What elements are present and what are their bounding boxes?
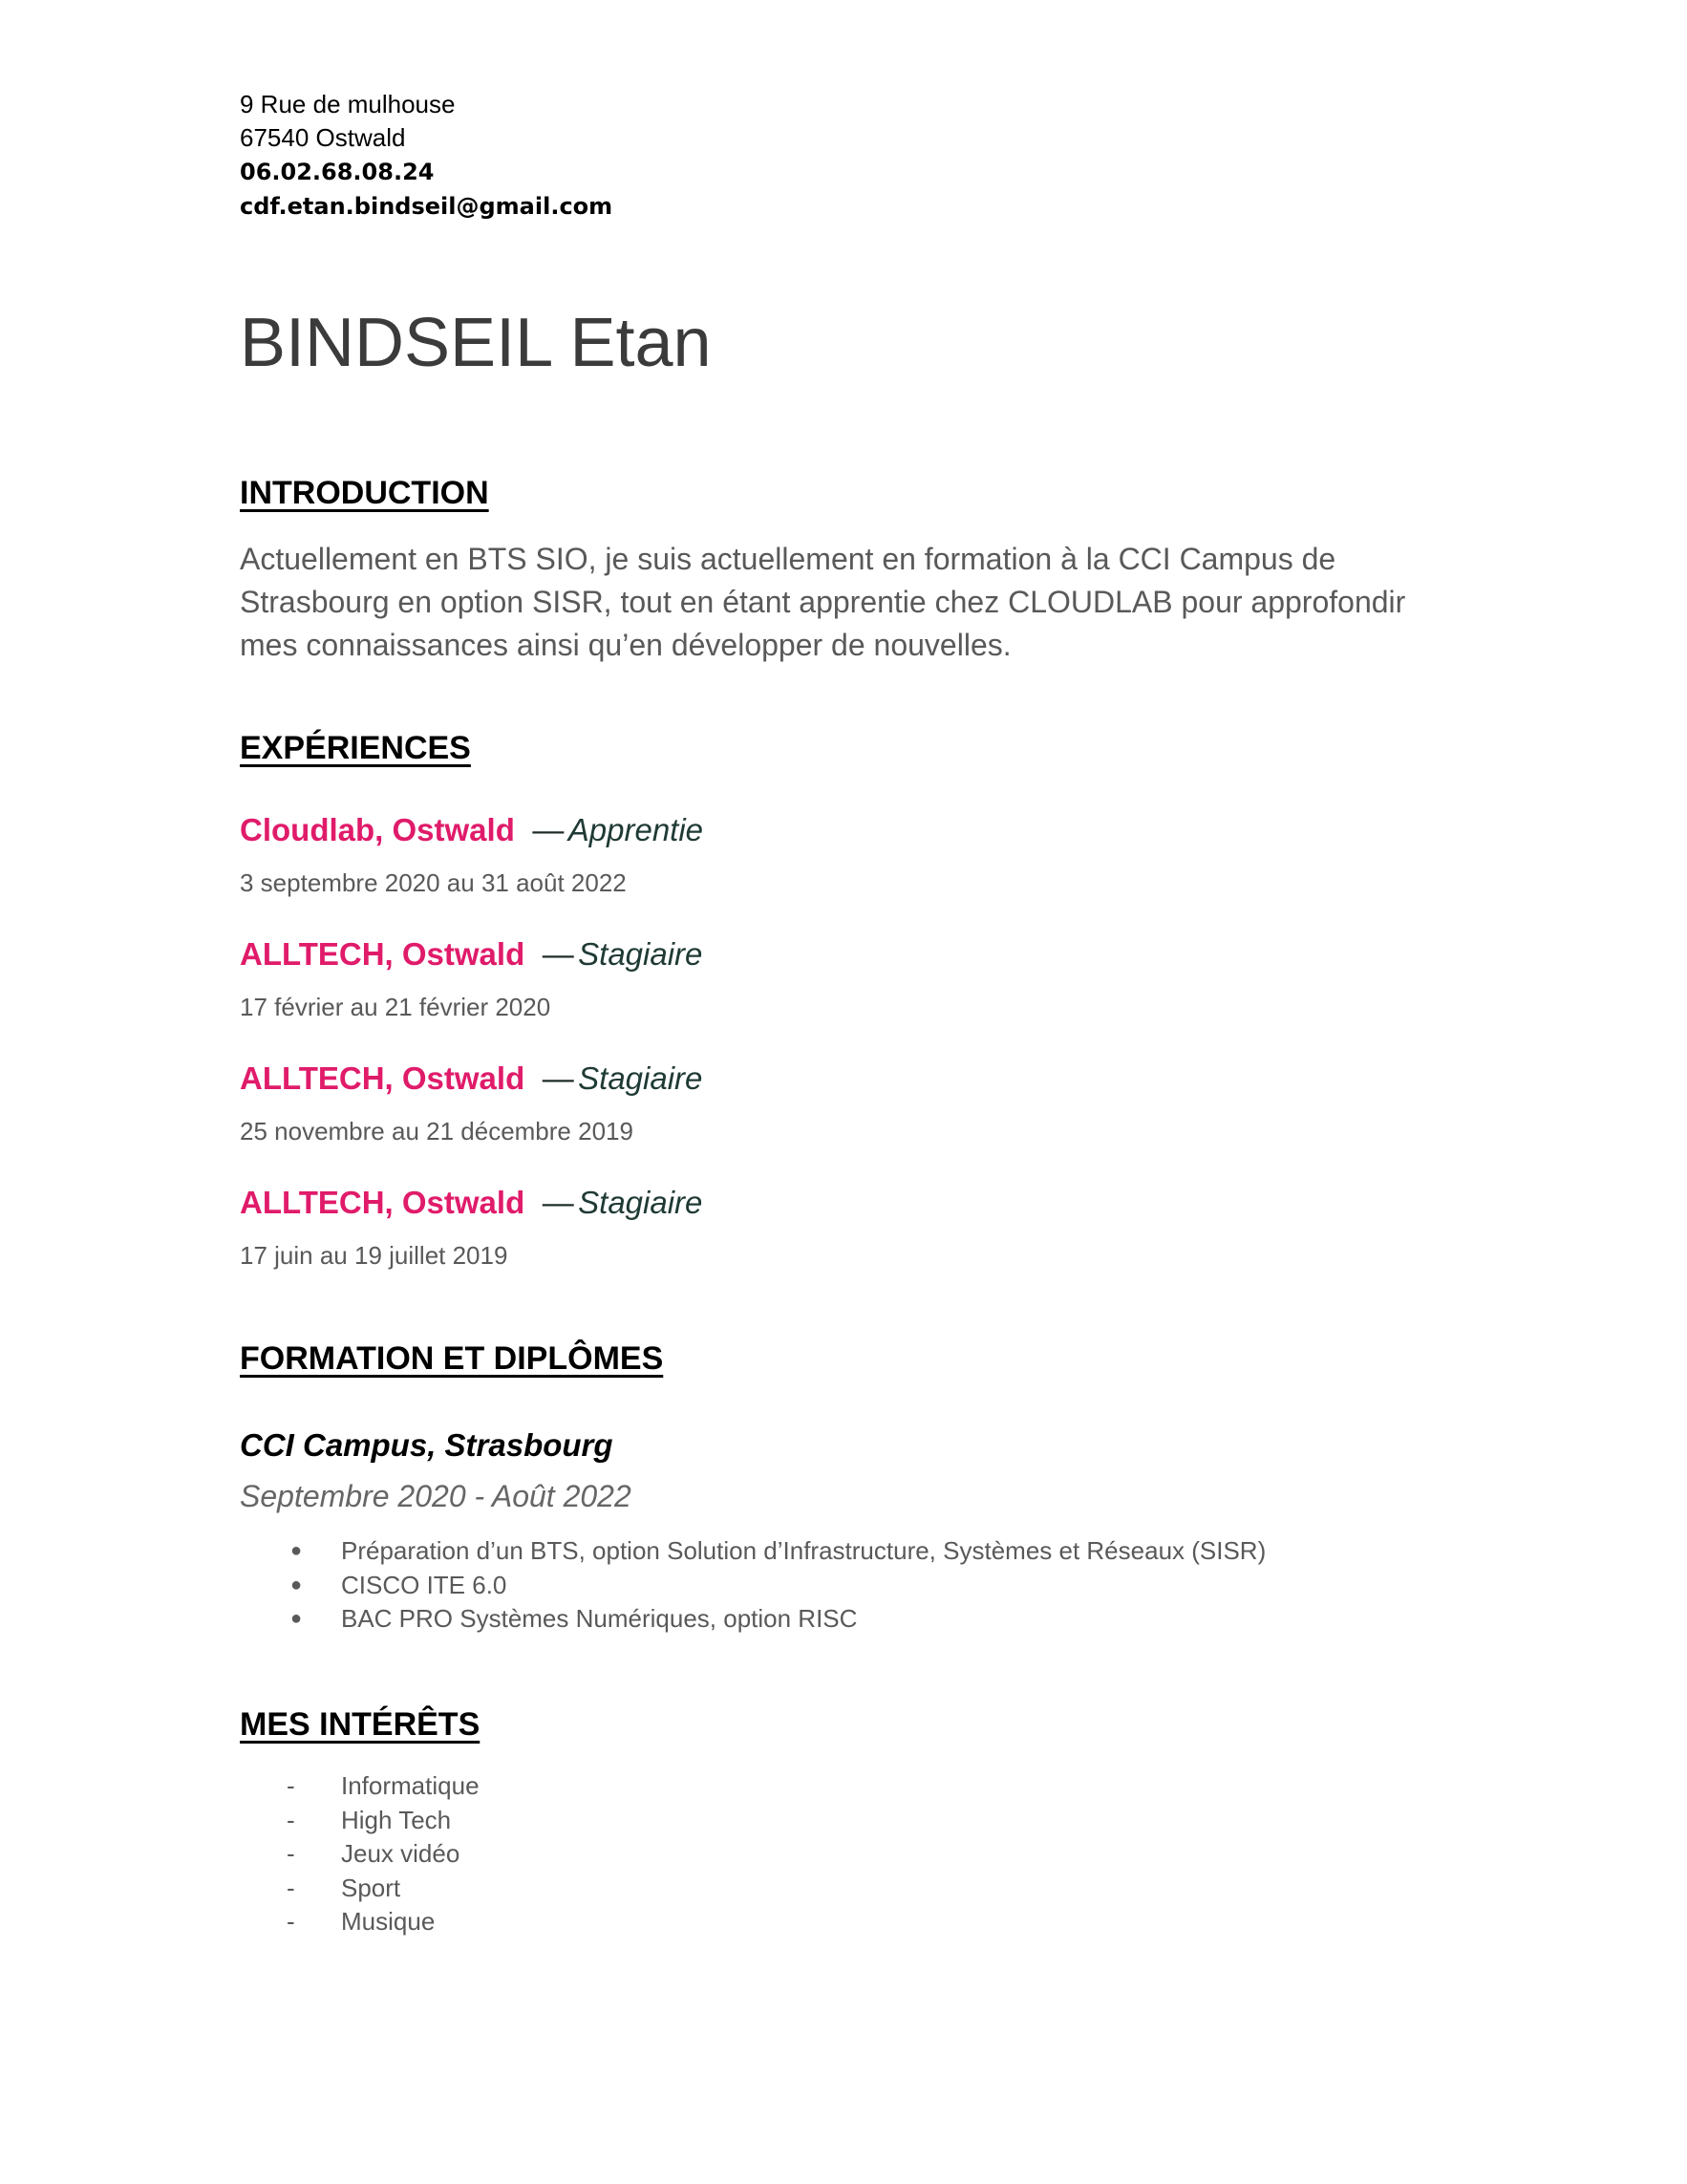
bullet-icon: ● xyxy=(290,1574,303,1595)
interets-list xyxy=(287,1769,480,1939)
dash-icon: - xyxy=(287,1771,295,1800)
formation-list xyxy=(287,1534,1266,1637)
experience-separator: — xyxy=(542,1060,574,1096)
bullet-icon: ● xyxy=(290,1540,303,1561)
introduction-text: Actuellement en BTS SIO, je suis actuellement en formation à la CCI Campus de Strasbourg en option SISR, tout en étant apprentie chez CLOUDLAB pour approfondir mes connaissances ainsi qu’en développer de nouvelles. xyxy=(240,542,1406,662)
dash-icon: - xyxy=(287,1873,295,1902)
dash-icon: - xyxy=(287,1839,295,1868)
interet-item: Sport xyxy=(341,1873,401,1902)
experiences-heading: EXPÉRIENCES xyxy=(240,730,471,766)
experience-company: ALLTECH, Ostwald xyxy=(240,1185,525,1220)
list-item xyxy=(287,1769,480,1804)
interet-item: Jeux vidéo xyxy=(341,1839,460,1868)
experience-company: ALLTECH, Ostwald xyxy=(240,1060,525,1096)
list-item xyxy=(287,1905,480,1939)
candidate-name: BINDSEIL Etan xyxy=(240,305,712,381)
experience-item xyxy=(240,1060,702,1097)
experience-dates: 17 février au 21 février 2020 xyxy=(240,993,551,1021)
bullet-icon: ● xyxy=(290,1608,303,1629)
list-item xyxy=(287,1534,1266,1569)
experience-company: Cloudlab, Ostwald xyxy=(240,812,515,847)
list-item xyxy=(287,1872,480,1906)
introduction-heading: INTRODUCTION xyxy=(240,475,489,511)
experience-separator: — xyxy=(532,812,565,847)
phone-number: 06.02.68.08.24 xyxy=(240,159,435,185)
interet-item: Musique xyxy=(341,1907,436,1936)
address-line-1: 9 Rue de mulhouse xyxy=(240,90,456,118)
email-address: cdf.etan.bindseil@gmail.com xyxy=(240,193,613,220)
formation-heading: FORMATION ET DIPLÔMES xyxy=(240,1340,664,1377)
experience-role: Stagiaire xyxy=(578,1060,703,1096)
formation-item: BAC PRO Systèmes Numériques, option RISC xyxy=(341,1604,858,1633)
list-item xyxy=(287,1569,1266,1603)
experience-item xyxy=(240,812,703,848)
contact-block xyxy=(240,88,612,224)
dash-icon: - xyxy=(287,1805,295,1834)
interet-item: High Tech xyxy=(341,1805,452,1834)
experience-item xyxy=(240,936,702,973)
experience-dates: 25 novembre au 21 décembre 2019 xyxy=(240,1117,633,1146)
formation-item: Préparation d’un BTS, option Solution d’Infrastructure, Systèmes et Réseaux (SISR) xyxy=(341,1536,1267,1565)
experience-role: Stagiaire xyxy=(578,936,703,972)
experience-dates: 3 septembre 2020 au 31 août 2022 xyxy=(240,868,627,897)
experience-item xyxy=(240,1185,702,1221)
interet-item: Informatique xyxy=(341,1771,480,1800)
school-dates: Septembre 2020 - Août 2022 xyxy=(240,1479,631,1513)
experience-separator: — xyxy=(542,1185,574,1220)
experience-role: Apprentie xyxy=(567,812,704,847)
list-item xyxy=(287,1602,1266,1637)
experience-company: ALLTECH, Ostwald xyxy=(240,936,525,972)
experience-dates: 17 juin au 19 juillet 2019 xyxy=(240,1241,508,1270)
school-name: CCI Campus, Strasbourg xyxy=(240,1427,613,1463)
interets-heading: MES INTÉRÊTS xyxy=(240,1706,480,1743)
list-item xyxy=(287,1804,480,1838)
experience-separator: — xyxy=(542,936,574,972)
address-line-2: 67540 Ostwald xyxy=(240,123,406,152)
formation-item: CISCO ITE 6.0 xyxy=(341,1570,507,1599)
dash-icon: - xyxy=(287,1907,295,1936)
list-item xyxy=(287,1837,480,1872)
experience-role: Stagiaire xyxy=(578,1185,703,1220)
